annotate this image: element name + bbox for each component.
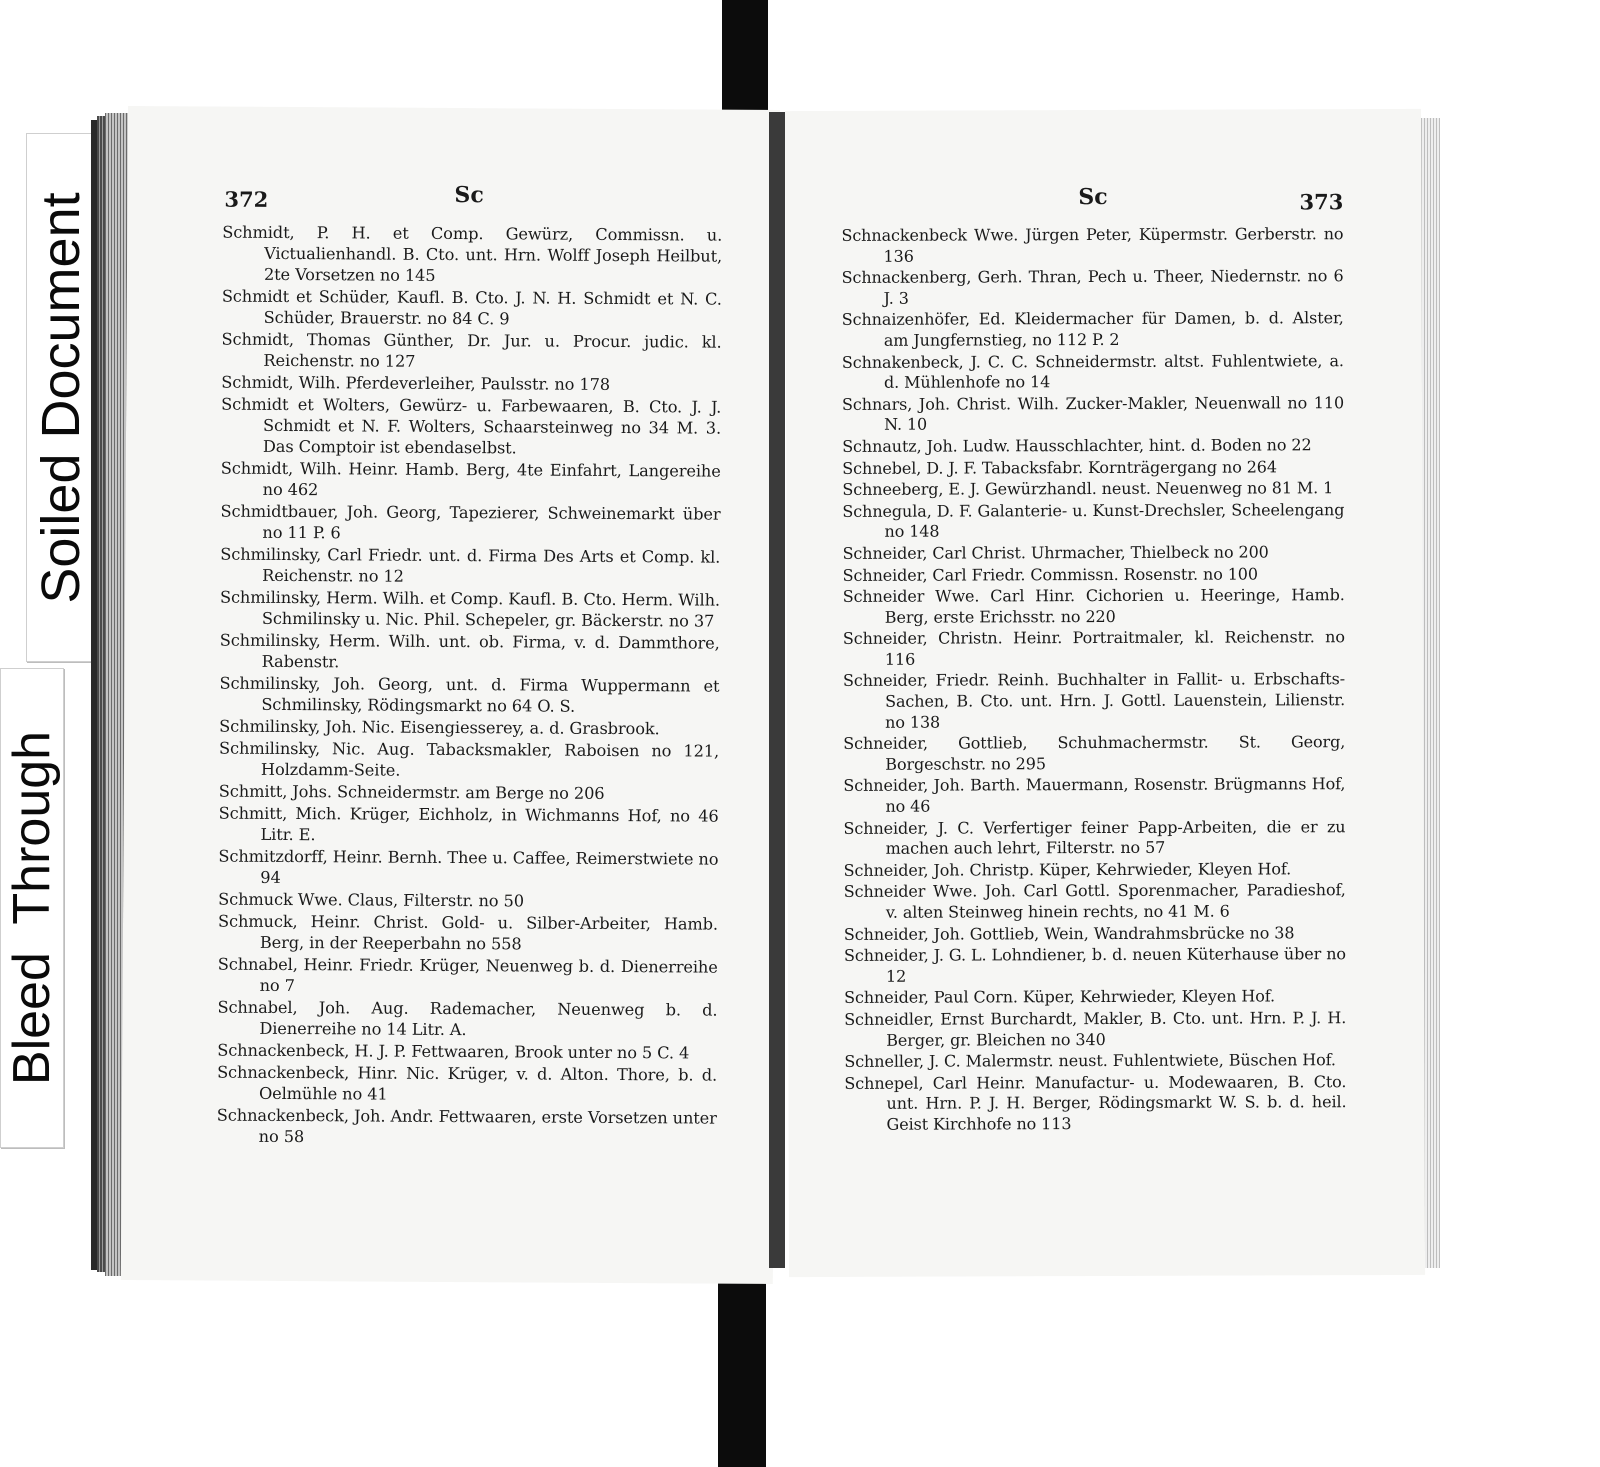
directory-entry: Schneidler, Ernst Burchardt, Makler, B. Cto. unt. Hrn. P. J. H. Berger, gr. Bleichen no 340: [844, 1008, 1347, 1050]
directory-entry: Schneider Wwe. Joh. Carl Gottl. Sporenmacher, Paradieshof, v. alten Steinweg hinein rechts, no 41 M. 6: [843, 880, 1346, 922]
directory-entry: Schneider, Joh. Barth. Mauermann, Rosenstr. Brügmanns Hof, no 46: [843, 774, 1346, 816]
directory-entry: Schneider, Joh. Christp. Küper, Kehrwieder, Kleyen Hof.: [843, 859, 1292, 880]
directory-entry: Schmilinsky, Carl Friedr. unt. d. Firma Des Arts et Comp. kl. Reichenstr. no 12: [220, 544, 721, 586]
directory-entry: Schneider, Christn. Heinr. Portraitmaler, kl. Reichenstr. no 116: [842, 627, 1345, 669]
directory-entry: Schmilinsky, Joh. Nic. Eisengiesserey, a. d. Grasbrook.: [219, 716, 660, 739]
directory-entry: Schmilinsky, Nic. Aug. Tabacksmakler, Raboisen no 121, Holzdamm-Seite.: [219, 738, 720, 780]
directory-entry: Schmitzdorff, Heinr. Bernh. Thee u. Caffee, Reimerstwiete no 94: [218, 846, 719, 887]
directory-entry: Schmitt, Johs. Schneidermstr. am Berge no 206: [218, 781, 605, 803]
directory-entry: Schneider Wwe. Carl Hinr. Cichorien u. Heeringe, Hamb. Berg, erste Erichsstr. no 220: [842, 585, 1345, 627]
directory-entry: Schnackenbeck, H. J. P. Fettwaaren, Brook unter no 5 C. 4: [217, 1040, 690, 1063]
right-page: [785, 109, 1425, 1277]
left-page-header: [127, 182, 779, 224]
soiled-document-label: [26, 133, 96, 662]
directory-entry: Schmuck Wwe. Claus, Filterstr. no 50: [218, 889, 524, 911]
directory-entry: Schneider, J. C. Verfertiger feiner Papp-Arbeiten, die er zu machen auch lehrt, Filterstr. no 57: [843, 816, 1346, 858]
soiled-document-label-text: Soiled Document: [31, 191, 91, 604]
directory-entry: Schneider, Gottlieb, Schuhmachermstr. St. Georg, Borgeschstr. no 295: [843, 732, 1346, 774]
directory-entry: Schnabel, Heinr. Friedr. Krüger, Neuenweg b. d. Dienerreihe no 7: [217, 954, 718, 996]
directory-entry: Schmidt, Wilh. Pferdeverleiher, Paulsstr. no 178: [221, 372, 611, 394]
directory-entry: Schneider, Carl Friedr. Commissn. Rosenstr. no 100: [842, 563, 1258, 585]
left-page: [121, 106, 780, 1284]
directory-entry: Schnaizenhöfer, Ed. Kleidermacher für Damen, b. d. Alster, am Jungfernstieg, no 112 P. 2: [841, 308, 1344, 350]
directory-entry: Schmilinsky, Herm. Wilh. unt. ob. Firma, v. d. Dammthore, Rabenstr.: [219, 630, 720, 672]
directory-entry-list: [841, 224, 1346, 1136]
binding-tape-bottom: [718, 1264, 766, 1467]
directory-entry: Schmidt, Thomas Günther, Dr. Jur. u. Procur. judic. kl. Reichenstr. no 127: [221, 329, 722, 371]
directory-entry: Schmidt et Wolters, Gewürz- u. Farbewaaren, B. Cto. J. J. Schmidt et N. F. Wolters, Schaarsteinweg no 34 M. 3. Das Comptoir ist ebendaselbst.: [221, 394, 722, 458]
bleed-through-label-text: Bleed Through: [3, 730, 61, 1086]
directory-entry: Schneider, Carl Christ. Uhrmacher, Thielbeck no 200: [842, 542, 1269, 563]
directory-entry: Schnackenbeck, Hinr. Nic. Krüger, v. d. Alton. Thore, b. d. Oelmühle no 41: [217, 1062, 718, 1104]
directory-entry: Schnackenberg, Gerh. Thran, Pech u. Theer, Niedernstr. no 6 J. 3: [841, 266, 1344, 308]
directory-entry: Schnepel, Carl Heinr. Manufactur- u. Modewaaren, B. Cto. unt. Hrn. P. J. H. Berger, Rödingsmarkt W. S. b. d. heil. Geist Kirchhofe no 113: [844, 1071, 1347, 1134]
directory-entry: Schneeberg, E. J. Gewürzhandl. neust. Neuenweg no 81 M. 1: [842, 478, 1334, 500]
directory-entry: Schnebel, D. J. F. Tabacksfabr. Kornträgergang no 264: [842, 456, 1277, 478]
directory-entry: Schmilinsky, Joh. Georg, unt. d. Firma Wuppermann et Schmilinsky, Rödingsmarkt no 64 O. S.: [219, 673, 720, 716]
directory-entry: Schneider, Paul Corn. Küper, Kehrwieder, Kleyen Hof.: [844, 986, 1276, 1008]
directory-entry: Schmidt, P. H. et Comp. Gewürz, Commissn. u. Victualienhandl. B. Cto. unt. Hrn. Wolff Joseph Heilbut, 2te Vorsetzen no 145: [222, 222, 723, 285]
directory-entry: Schnars, Joh. Christ. Wilh. Zucker-Makler, Neuenwall no 110 N. 10: [841, 392, 1345, 435]
page-number: 372: [224, 186, 269, 212]
directory-entry: Schnakenbeck, J. C. C. Schneidermstr. altst. Fuhlentwiete, a. d. Mühlenhofe no 14: [841, 350, 1344, 392]
directory-entry: Schnautz, Joh. Ludw. Hausschlachter, hint. d. Boden no 22: [842, 435, 1312, 456]
directory-entry: Schmilinsky, Herm. Wilh. et Comp. Kaufl. B. Cto. Herm. Wilh. Schmilinsky u. Nic. Phil. Schepeler, gr. Bäckerstr. no 37: [219, 587, 721, 631]
right-page-header: [785, 183, 1421, 225]
directory-entry: Schnabel, Joh. Aug. Rademacher, Neuenweg b. d. Dienerreihe no 14 Litr. A.: [217, 997, 718, 1040]
directory-entry: Schnackenbeck Wwe. Jürgen Peter, Küpermstr. Gerberstr. no 136: [841, 224, 1344, 266]
directory-entry: Schmidtbauer, Joh. Georg, Tapezierer, Schweinemarkt über no 11 P. 6: [220, 501, 721, 543]
directory-entry: Schneider, J. G. L. Lohndiener, b. d. neuen Küterhause über no 12: [843, 944, 1346, 986]
binding-tape-top: [722, 0, 768, 120]
directory-entry: Schmitt, Mich. Krüger, Eichholz, in Wichmanns Hof, no 46 Litr. E.: [218, 803, 719, 845]
running-head-letter: Sc: [1078, 183, 1108, 211]
bleed-through-label: [0, 668, 64, 1148]
page-number: 373: [1299, 189, 1344, 215]
book-page-stack-dark: [97, 116, 105, 1272]
directory-entry: Schnegula, D. F. Galanterie- u. Kunst-Drechsler, Scheelengang no 148: [842, 499, 1345, 542]
directory-entry-list: [217, 222, 723, 1151]
directory-entry: Schmuck, Heinr. Christ. Gold- u. Silber-Arbeiter, Hamb. Berg, in der Reeperbahn no 558: [217, 911, 719, 954]
directory-entry: Schmidt, Wilh. Heinr. Hamb. Berg, 4te Einfahrt, Langereihe no 462: [220, 458, 721, 500]
directory-entry: Schneller, J. C. Malermstr. neust. Fuhlentwiete, Büschen Hof.: [844, 1050, 1336, 1072]
directory-entry: Schmidt et Schüder, Kaufl. B. Cto. J. N. H. Schmidt et N. C. Schüder, Brauerstr. no 84 C. 9: [221, 286, 722, 329]
running-head-letter: Sc: [454, 182, 484, 209]
book-gutter: [769, 112, 785, 1268]
directory-entry: Schnackenbeck, Joh. Andr. Fettwaaren, erste Vorsetzen unter no 58: [216, 1105, 717, 1147]
directory-entry: Schneider, Friedr. Reinh. Buchhalter in Fallit- u. Erbschafts-Sachen, B. Cto. unt. Hrn. J. Gottl. Lauenstein, Lilienstr. no 138: [842, 669, 1346, 732]
directory-entry: Schneider, Joh. Gottlieb, Wein, Wandrahmsbrücke no 38: [843, 922, 1295, 944]
